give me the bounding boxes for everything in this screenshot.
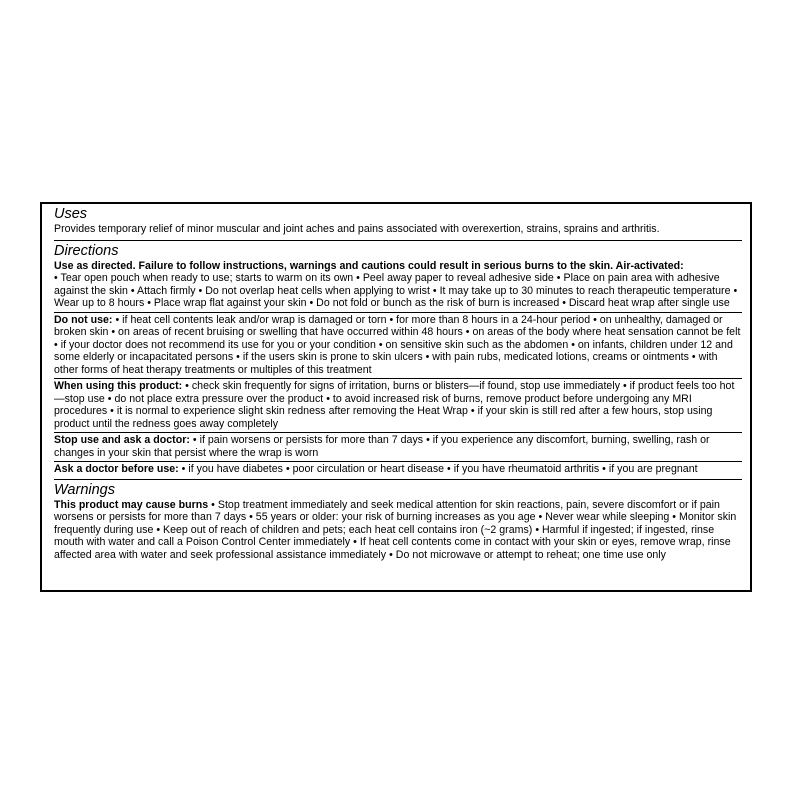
- when-using-label: When using this product:: [54, 380, 183, 392]
- ask-doctor-block: [54, 463, 742, 476]
- directions-lead: [54, 260, 742, 273]
- divider: [54, 378, 742, 379]
- do-not-use-block: [54, 314, 742, 377]
- warnings-lead: This product may cause burns: [54, 498, 209, 511]
- divider: [54, 312, 742, 313]
- section-divider: [54, 240, 742, 241]
- divider: [54, 461, 742, 462]
- stop-use-label: Stop use and ask a doctor:: [54, 434, 190, 446]
- warnings-text: • Stop treatment immediately and seek medical attention for skin reactions, pain, severe discomfort or if pain worsens or persists for more than 7 days • 55 years or older: your risk of burning increases as you age • Never wear while sleeping • Monitor skin frequently during use • Keep out of reach of children and pets; each heat cell contains iron (~2 grams) • Harmful if ingested; if ingested, rinse mouth with water and call a Poison Control Center immediately • If heat cell contents come in contact with your skin or eyes, remove wrap, rinse affected area with water and seek professional assistance immediately • Do not microwave or attempt to reheat; one time use only: [54, 498, 737, 561]
- ask-doctor-text: • if you have diabetes • poor circulation or heart disease • if you have rheumatoid arthritis • if you are pregnant: [178, 463, 698, 475]
- when-using-text: • check skin frequently for signs of irritation, burns or blisters—if found, stop use immediately • if product feels too hot—stop use • do not place extra pressure over the product • to avoid increased risk of burns, remove product before undergoing any MRI procedures • it is normal to experience slight skin redness after removing the Heat Wrap • if your skin is still red after a few hours, stop using product until the redness goes away completely: [54, 380, 735, 430]
- uses-text: Provides temporary relief of minor muscular and joint aches and pains associated with overexertion, strains, sprains and arthritis.: [54, 223, 660, 235]
- drug-facts-panel: [40, 202, 752, 592]
- uses-heading: Uses: [54, 206, 88, 222]
- divider: [54, 432, 742, 433]
- directions-text: • Tear open pouch when ready to use; starts to warm on its own • Peel away paper to reveal adhesive side • Place on pain area with adhesive against the skin • Attach firmly • Do not overlap heat cells when applying to wrist • It may take up to 30 minutes to reach therapeutic temperature • Wear up to 8 hours • Place wrap flat against your skin • Do not fold or bunch as the risk of burn is increased • Discard heat wrap after single use: [54, 272, 738, 309]
- directions-lead-text: Use as directed. Failure to follow instructions, warnings and cautions could result in serious burns to the skin. Air-activated:: [54, 259, 684, 272]
- section-divider: [54, 479, 742, 480]
- directions-heading: Directions: [54, 242, 119, 259]
- ask-doctor-label: Ask a doctor before use:: [54, 463, 179, 475]
- do-not-use-label: Do not use:: [54, 313, 113, 326]
- stop-use-text: • if pain worsens or persists for more than 7 days • if you experience any discomfort, burning, swelling, rash or changes in your skin that persist where the wrap is worn: [54, 434, 710, 459]
- warnings-heading: Warnings: [54, 481, 115, 498]
- do-not-use-text: • if heat cell contents leak and/or wrap is damaged or torn • for more than 8 hours in a 24-hour period • on unhealthy, damaged or broken skin • on areas of recent bruising or swelling that have occurred within 48 hours • on areas of the body where heat sensation cannot be felt • if your doctor does not recommend its use for you or your condition • on sensitive skin such as the abdomen • on infants, children under 12 and some elderly or incapacitated persons • if the users skin is prone to skin ulcers • with pain rubs, medicated lotions, creams or ointments • with other forms of heat therapy treatments or multiples of this treatment: [54, 313, 741, 376]
- stop-use-block: [54, 434, 742, 459]
- when-using-block: [54, 380, 742, 430]
- warnings-block: [54, 499, 742, 562]
